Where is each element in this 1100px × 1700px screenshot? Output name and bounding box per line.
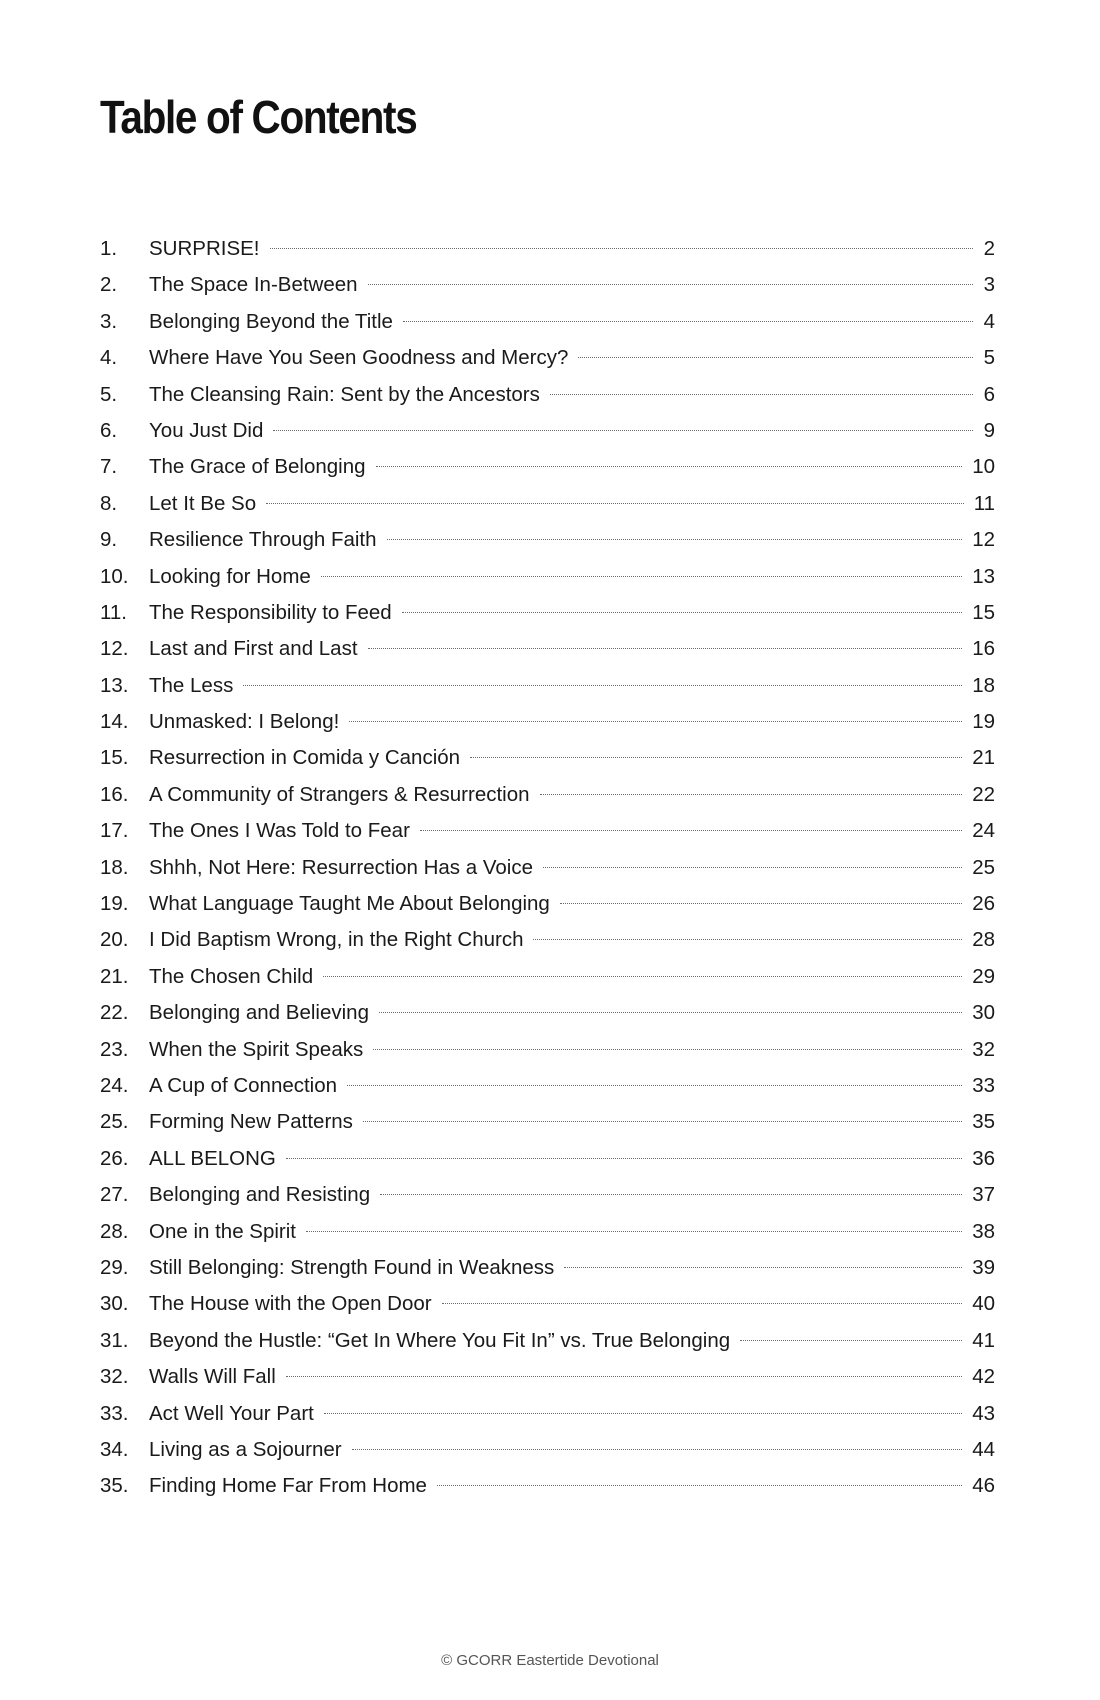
toc-entry-number: 21. [100, 964, 129, 988]
page-title: Table of Contents [100, 91, 417, 143]
toc-entry-number: 1. [100, 237, 118, 260]
dot-leader [380, 1194, 962, 1195]
toc-entry[interactable] [100, 1323, 995, 1359]
toc-entry-page-number[interactable]: 19 [972, 710, 995, 734]
toc-entry-number: 14. [100, 710, 129, 734]
toc-entry-title[interactable]: I Did Baptism Wrong, in the Right Church [149, 928, 524, 952]
toc-entry-number: 22. [100, 1001, 129, 1025]
toc-entry-title[interactable]: Belonging Beyond the Title [149, 309, 393, 333]
dot-leader [578, 357, 973, 358]
dot-leader [347, 1085, 962, 1086]
toc-entry[interactable] [100, 340, 995, 376]
dot-leader [740, 1340, 962, 1341]
dot-leader [273, 430, 973, 431]
toc-entry-number: 7. [100, 455, 118, 479]
toc-entry[interactable] [100, 522, 995, 558]
toc-entry-number: 19. [100, 892, 129, 916]
dot-leader [550, 394, 973, 395]
dot-leader [368, 648, 963, 649]
dot-leader [402, 612, 962, 613]
toc-entry-page-number[interactable]: 44 [972, 1437, 995, 1461]
toc-entry[interactable] [100, 559, 995, 595]
toc-entry-number: 20. [100, 928, 129, 952]
dot-leader [387, 539, 963, 540]
toc-entry-page-number[interactable]: 10 [972, 455, 995, 479]
table-of-contents [100, 231, 995, 1505]
dot-leader [376, 466, 963, 467]
dot-leader [470, 757, 962, 758]
toc-entry-page-number[interactable]: 39 [972, 1255, 995, 1279]
toc-entry[interactable] [100, 1468, 995, 1504]
toc-entry-page-number[interactable]: 22 [972, 782, 995, 806]
toc-entry-number: 9. [100, 528, 118, 552]
toc-entry-page-number[interactable]: 5 [983, 346, 995, 370]
toc-entry-number: 18. [100, 855, 129, 879]
toc-entry-page-number[interactable]: 13 [972, 564, 995, 588]
toc-entry-number: 2. [100, 273, 118, 297]
dot-leader [560, 903, 962, 904]
dot-leader [533, 939, 962, 940]
toc-entry-page-number[interactable]: 26 [972, 892, 995, 916]
toc-entry-page-number[interactable]: 29 [972, 964, 995, 988]
toc-entry-number: 15. [100, 746, 129, 770]
toc-entry-page-number[interactable]: 35 [972, 1110, 995, 1134]
toc-entry-page-number[interactable]: 36 [972, 1146, 995, 1170]
toc-entry[interactable] [100, 740, 995, 776]
toc-entry-number: 4. [100, 346, 118, 370]
toc-entry-page-number[interactable]: 30 [972, 1001, 995, 1025]
dot-leader [324, 1413, 962, 1414]
dot-leader [306, 1231, 962, 1232]
toc-entry-number: 24. [100, 1073, 129, 1097]
toc-entry[interactable] [100, 231, 995, 267]
toc-entry-title[interactable]: The House with the Open Door [149, 1292, 432, 1316]
toc-entry-page-number[interactable]: 32 [972, 1037, 995, 1061]
toc-entry-page-number[interactable]: 25 [972, 855, 995, 879]
toc-entry-title[interactable]: When the Spirit Speaks [149, 1037, 364, 1061]
toc-entry-title[interactable]: Forming New Patterns [149, 1110, 353, 1134]
dot-leader [363, 1121, 962, 1122]
toc-entry[interactable] [100, 1104, 995, 1140]
toc-entry-title[interactable]: Walls Will Fall [149, 1365, 276, 1389]
toc-entry[interactable] [100, 995, 995, 1031]
dot-leader [266, 503, 964, 504]
toc-entry-number: 26. [100, 1146, 129, 1170]
toc-entry-title[interactable]: Shhh, Not Here: Resurrection Has a Voice [149, 855, 533, 879]
toc-entry-title[interactable]: ALL BELONG [149, 1146, 276, 1170]
toc-entry-title[interactable]: One in the Spirit [149, 1219, 296, 1243]
toc-entry-title[interactable]: A Cup of Connection [149, 1073, 338, 1097]
toc-entry[interactable] [100, 922, 995, 958]
toc-entry-title[interactable]: The Grace of Belonging [149, 455, 366, 479]
toc-entry-title[interactable]: The Chosen Child [149, 964, 314, 988]
toc-entry-number: 31. [100, 1328, 129, 1352]
toc-entry-page-number[interactable]: 40 [972, 1292, 995, 1316]
toc-entry[interactable] [100, 1214, 995, 1250]
toc-entry[interactable] [100, 631, 995, 667]
toc-entry-page-number[interactable]: 28 [972, 928, 995, 952]
toc-entry-title[interactable]: The Space In-Between [149, 273, 358, 297]
toc-entry-page-number[interactable]: 2 [983, 237, 995, 260]
toc-entry-page-number[interactable]: 46 [972, 1474, 995, 1498]
toc-entry-number: 5. [100, 382, 118, 406]
toc-entry-page-number[interactable]: 3 [983, 273, 995, 297]
toc-entry-number: 11. [100, 600, 127, 624]
toc-entry[interactable] [100, 267, 995, 303]
toc-entry-title[interactable]: The Ones I Was Told to Fear [149, 819, 410, 843]
dot-leader [543, 867, 962, 868]
toc-entry-title[interactable]: SURPRISE! [149, 237, 260, 260]
toc-entry-page-number[interactable]: 24 [972, 819, 995, 843]
toc-entry-number: 30. [100, 1292, 129, 1316]
toc-entry-title[interactable]: Let It Be So [149, 491, 257, 515]
dot-leader [437, 1485, 962, 1486]
dot-leader [286, 1376, 962, 1377]
dot-leader [420, 830, 962, 831]
toc-entry[interactable] [100, 850, 995, 886]
toc-entry-page-number[interactable]: 6 [983, 382, 995, 406]
toc-entry-title[interactable]: The Responsibility to Feed [149, 600, 392, 624]
toc-entry[interactable] [100, 1250, 995, 1286]
toc-entry-title[interactable]: The Cleansing Rain: Sent by the Ancestors [149, 382, 540, 406]
toc-entry[interactable] [100, 959, 995, 995]
dot-leader [368, 284, 973, 285]
toc-entry[interactable] [100, 1432, 995, 1468]
toc-entry-page-number[interactable]: 38 [972, 1219, 995, 1243]
toc-entry[interactable] [100, 1177, 995, 1213]
toc-entry[interactable] [100, 704, 995, 740]
toc-entry-page-number[interactable]: 12 [972, 528, 995, 552]
toc-entry-title[interactable]: Resurrection in Comida y Canción [149, 746, 461, 770]
toc-entry-number: 6. [100, 418, 118, 442]
toc-entry[interactable] [100, 777, 995, 813]
toc-entry-page-number[interactable]: 9 [983, 418, 995, 442]
toc-entry-number: 34. [100, 1437, 129, 1461]
toc-entry-number: 33. [100, 1401, 129, 1425]
toc-entry-title[interactable]: Finding Home Far From Home [149, 1474, 427, 1498]
dot-leader [323, 976, 962, 977]
toc-entry[interactable] [100, 1286, 995, 1322]
toc-entry-title[interactable]: What Language Taught Me About Belonging [149, 892, 550, 916]
toc-entry-title[interactable]: Unmasked: I Belong! [149, 710, 340, 734]
toc-entry-number: 10. [100, 564, 129, 588]
toc-entry-number: 25. [100, 1110, 129, 1134]
toc-entry-number: 23. [100, 1037, 129, 1061]
toc-entry-page-number[interactable]: 42 [972, 1365, 995, 1389]
dot-leader [442, 1303, 963, 1304]
toc-entry-number: 8. [100, 491, 118, 515]
toc-entry-title[interactable]: Last and First and Last [149, 637, 358, 661]
toc-entry-title[interactable]: Living as a Sojourner [149, 1437, 342, 1461]
toc-entry-number: 27. [100, 1183, 129, 1207]
dot-leader [286, 1158, 962, 1159]
toc-entry[interactable] [100, 449, 995, 485]
toc-entry-title[interactable]: A Community of Strangers & Resurrection [149, 782, 530, 806]
toc-entry-number: 3. [100, 309, 118, 333]
toc-entry[interactable] [100, 886, 995, 922]
toc-entry[interactable] [100, 1359, 995, 1395]
toc-entry-number: 32. [100, 1365, 129, 1389]
toc-entry[interactable] [100, 1141, 995, 1177]
toc-entry-title[interactable]: Act Well Your Part [149, 1401, 314, 1425]
dot-leader [403, 321, 973, 322]
toc-entry-page-number[interactable]: 16 [972, 637, 995, 661]
toc-entry[interactable] [100, 813, 995, 849]
toc-entry-number: 17. [100, 819, 129, 843]
toc-entry[interactable] [100, 1396, 995, 1432]
toc-entry-number: 13. [100, 673, 129, 697]
toc-entry-page-number[interactable]: 18 [972, 673, 995, 697]
toc-entry[interactable] [100, 413, 995, 449]
toc-entry[interactable] [100, 1068, 995, 1104]
toc-entry-page-number[interactable]: 4 [983, 309, 995, 333]
toc-entry-title[interactable]: Beyond the Hustle: “Get In Where You Fit In” vs. True Belonging [149, 1328, 731, 1352]
toc-entry-page-number[interactable]: 33 [972, 1073, 995, 1097]
dot-leader [564, 1267, 962, 1268]
toc-entry-page-number[interactable]: 37 [972, 1183, 995, 1207]
toc-entry-title[interactable]: Belonging and Believing [149, 1001, 369, 1025]
toc-entry[interactable] [100, 486, 995, 522]
toc-entry-title[interactable]: Still Belonging: Strength Found in Weakness [149, 1255, 555, 1279]
toc-entry-page-number[interactable]: 41 [972, 1328, 995, 1352]
dot-leader [379, 1012, 962, 1013]
toc-entry-number: 16. [100, 782, 129, 806]
toc-entry[interactable] [100, 668, 995, 704]
toc-entry-number: 28. [100, 1219, 129, 1243]
dot-leader [243, 685, 962, 686]
toc-entry-title[interactable]: Belonging and Resisting [149, 1183, 371, 1207]
page-footer: © GCORR Eastertide Devotional [441, 1652, 659, 1669]
toc-entry[interactable] [100, 595, 995, 631]
dot-leader [321, 576, 962, 577]
toc-entry-page-number[interactable]: 21 [972, 746, 995, 770]
dot-leader [352, 1449, 963, 1450]
toc-entry-page-number[interactable]: 43 [972, 1401, 995, 1425]
toc-entry-title[interactable]: Looking for Home [149, 564, 311, 588]
toc-entry-title[interactable]: Where Have You Seen Goodness and Mercy? [149, 346, 569, 370]
dot-leader [349, 721, 962, 722]
toc-entry-title[interactable]: You Just Did [149, 418, 264, 442]
dot-leader [270, 248, 974, 249]
toc-entry-title[interactable]: The Less [149, 673, 234, 697]
dot-leader [540, 794, 963, 795]
toc-entry-page-number[interactable]: 15 [972, 600, 995, 624]
toc-entry-title[interactable]: Resilience Through Faith [149, 528, 377, 552]
toc-entry[interactable] [100, 377, 995, 413]
toc-entry[interactable] [100, 1032, 995, 1068]
toc-entry-number: 29. [100, 1255, 129, 1279]
toc-entry-page-number[interactable]: 11 [973, 491, 995, 515]
toc-entry[interactable] [100, 304, 995, 340]
toc-entry-number: 12. [100, 637, 129, 661]
toc-entry-number: 35. [100, 1474, 129, 1498]
dot-leader [373, 1049, 962, 1050]
